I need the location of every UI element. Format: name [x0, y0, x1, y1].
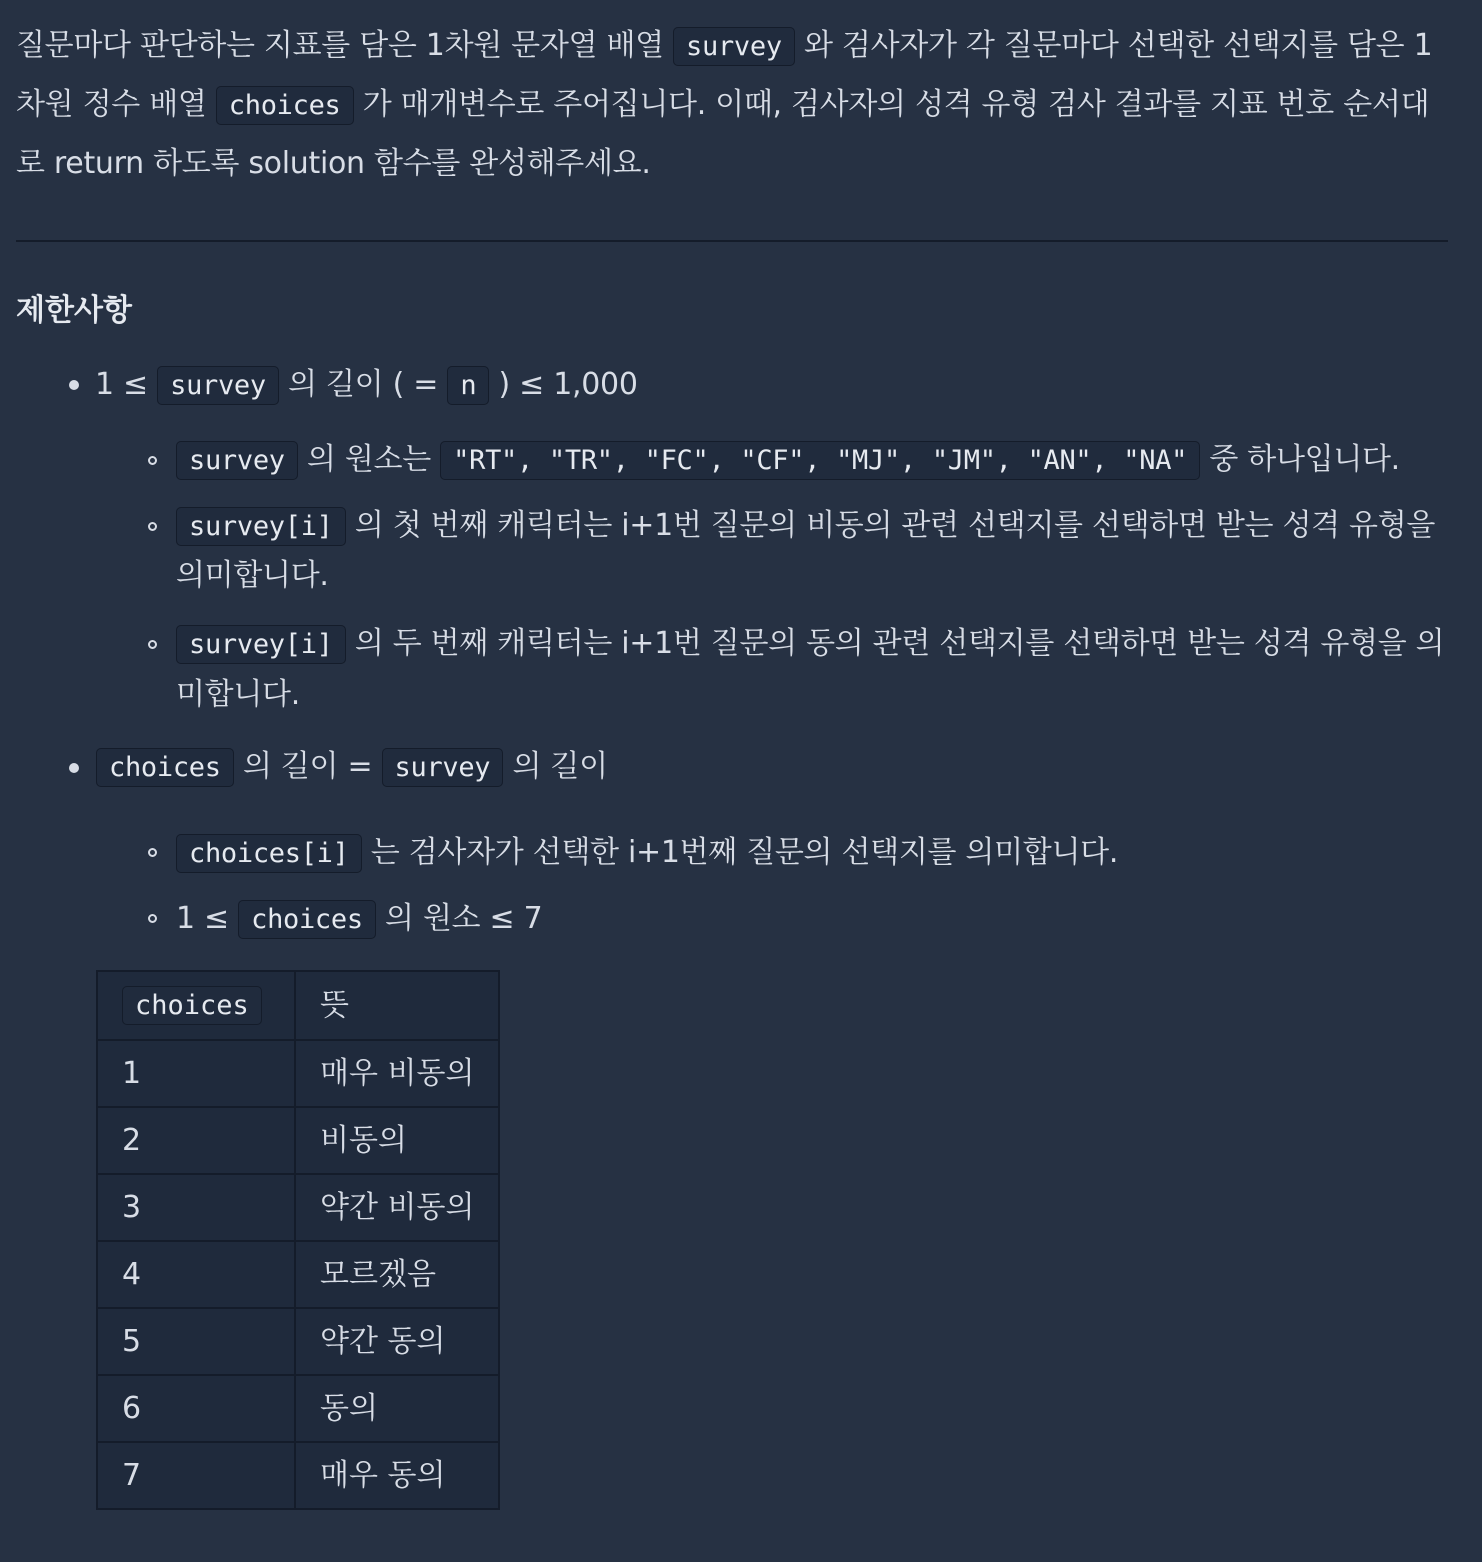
text: 의 원소는 — [297, 442, 441, 477]
text: 의 길이 — [503, 749, 608, 784]
sub-bullet-circle — [148, 640, 157, 649]
text: 1 ≤ — [176, 901, 239, 936]
inline-code: survey — [382, 748, 504, 787]
header-meaning: 뜻 — [295, 971, 499, 1040]
text: 1 ≤ — [95, 367, 158, 402]
text: 의 길이 ( = — [278, 367, 448, 402]
choice-meaning: 모르겠음 — [295, 1241, 499, 1308]
constraint-survey-length — [95, 356, 638, 415]
choice-meaning: 비동의 — [295, 1107, 499, 1174]
inline-code: n — [447, 366, 489, 405]
choice-value: 4 — [97, 1241, 295, 1308]
choice-value: 7 — [97, 1442, 295, 1509]
sub-bullet-circle — [148, 848, 157, 857]
constraint-survey-first-char — [176, 497, 1435, 556]
inline-code: choices — [96, 748, 234, 787]
intro-paragraph — [16, 17, 1456, 193]
intro-text-2: 와 검사자가 각 질문마다 선택한 선택지를 담은 1차원 정수 배열 — [16, 28, 1433, 122]
sub-bullet-circle — [148, 456, 157, 465]
text: 의 첫 번째 캐릭터는 i+1번 질문의 비동의 관련 선택지를 선택하면 받는 성격 유형을 — [345, 508, 1436, 543]
table-row — [97, 1241, 499, 1308]
constraint-survey-second-char-cont: 미합니다. — [176, 677, 300, 712]
sub-bullet-circle — [148, 914, 157, 923]
constraint-survey-second-char — [176, 615, 1444, 674]
inline-code-survey: survey — [673, 27, 795, 66]
text: 의 원소 ≤ 7 — [375, 901, 543, 936]
text: 의 길이 = — [233, 749, 382, 784]
header-choices — [97, 971, 295, 1040]
text: 는 검사자가 선택한 i+1번째 질문의 선택지를 의미합니다. — [361, 835, 1119, 870]
constraint-choices-meaning — [176, 824, 1118, 883]
inline-code: survey[i] — [176, 507, 346, 546]
inline-code: survey[i] — [176, 625, 346, 664]
inline-code: choices — [238, 900, 376, 939]
inline-code: choices — [122, 986, 262, 1025]
choice-meaning: 매우 비동의 — [295, 1040, 499, 1107]
choices-table — [96, 970, 500, 1510]
choice-value: 2 — [97, 1107, 295, 1174]
section-divider — [16, 240, 1448, 242]
table-header-row — [97, 971, 499, 1040]
inline-code: survey — [176, 441, 298, 480]
inline-code: choices[i] — [176, 834, 362, 873]
bullet-dot — [69, 380, 79, 390]
constraint-choices-range — [176, 890, 542, 949]
inline-code: survey — [157, 366, 279, 405]
choice-value: 6 — [97, 1375, 295, 1442]
table-row — [97, 1040, 499, 1107]
text: 중 하나입니다. — [1200, 442, 1400, 477]
inline-code: "RT", "TR", "FC", "CF", "MJ", "JM", "AN", "NA" — [440, 441, 1200, 480]
sub-bullet-circle — [148, 522, 157, 531]
constraint-choices-length — [96, 738, 608, 797]
constraint-survey-first-char-cont: 의미합니다. — [176, 558, 329, 593]
constraint-survey-elements — [176, 431, 1400, 490]
choice-meaning: 동의 — [295, 1375, 499, 1442]
intro-text-3: 가 매개변수로 주어집니다. 이때, 검사자의 성격 유형 검사 결과를 지표 번호 순서대로 return 하도록 solution 함수를 완성해주세요. — [16, 87, 1430, 181]
table-row — [97, 1107, 499, 1174]
choice-value: 1 — [97, 1040, 295, 1107]
choice-value: 3 — [97, 1174, 295, 1241]
intro-text-1: 질문마다 판단하는 지표를 담은 1차원 문자열 배열 — [16, 28, 674, 63]
choice-value: 5 — [97, 1308, 295, 1375]
table-row — [97, 1308, 499, 1375]
table-row — [97, 1442, 499, 1509]
choice-meaning: 약간 동의 — [295, 1308, 499, 1375]
choice-meaning: 약간 비동의 — [295, 1174, 499, 1241]
choice-meaning: 매우 동의 — [295, 1442, 499, 1509]
text: 의 두 번째 캐릭터는 i+1번 질문의 동의 관련 선택지를 선택하면 받는 성격 유형을 의 — [345, 626, 1445, 661]
constraints-title: 제한사항 — [16, 293, 132, 328]
table-row — [97, 1174, 499, 1241]
table-row — [97, 1375, 499, 1442]
text: ) ≤ 1,000 — [489, 367, 638, 402]
bullet-dot — [69, 763, 79, 773]
inline-code-choices: choices — [216, 86, 354, 125]
